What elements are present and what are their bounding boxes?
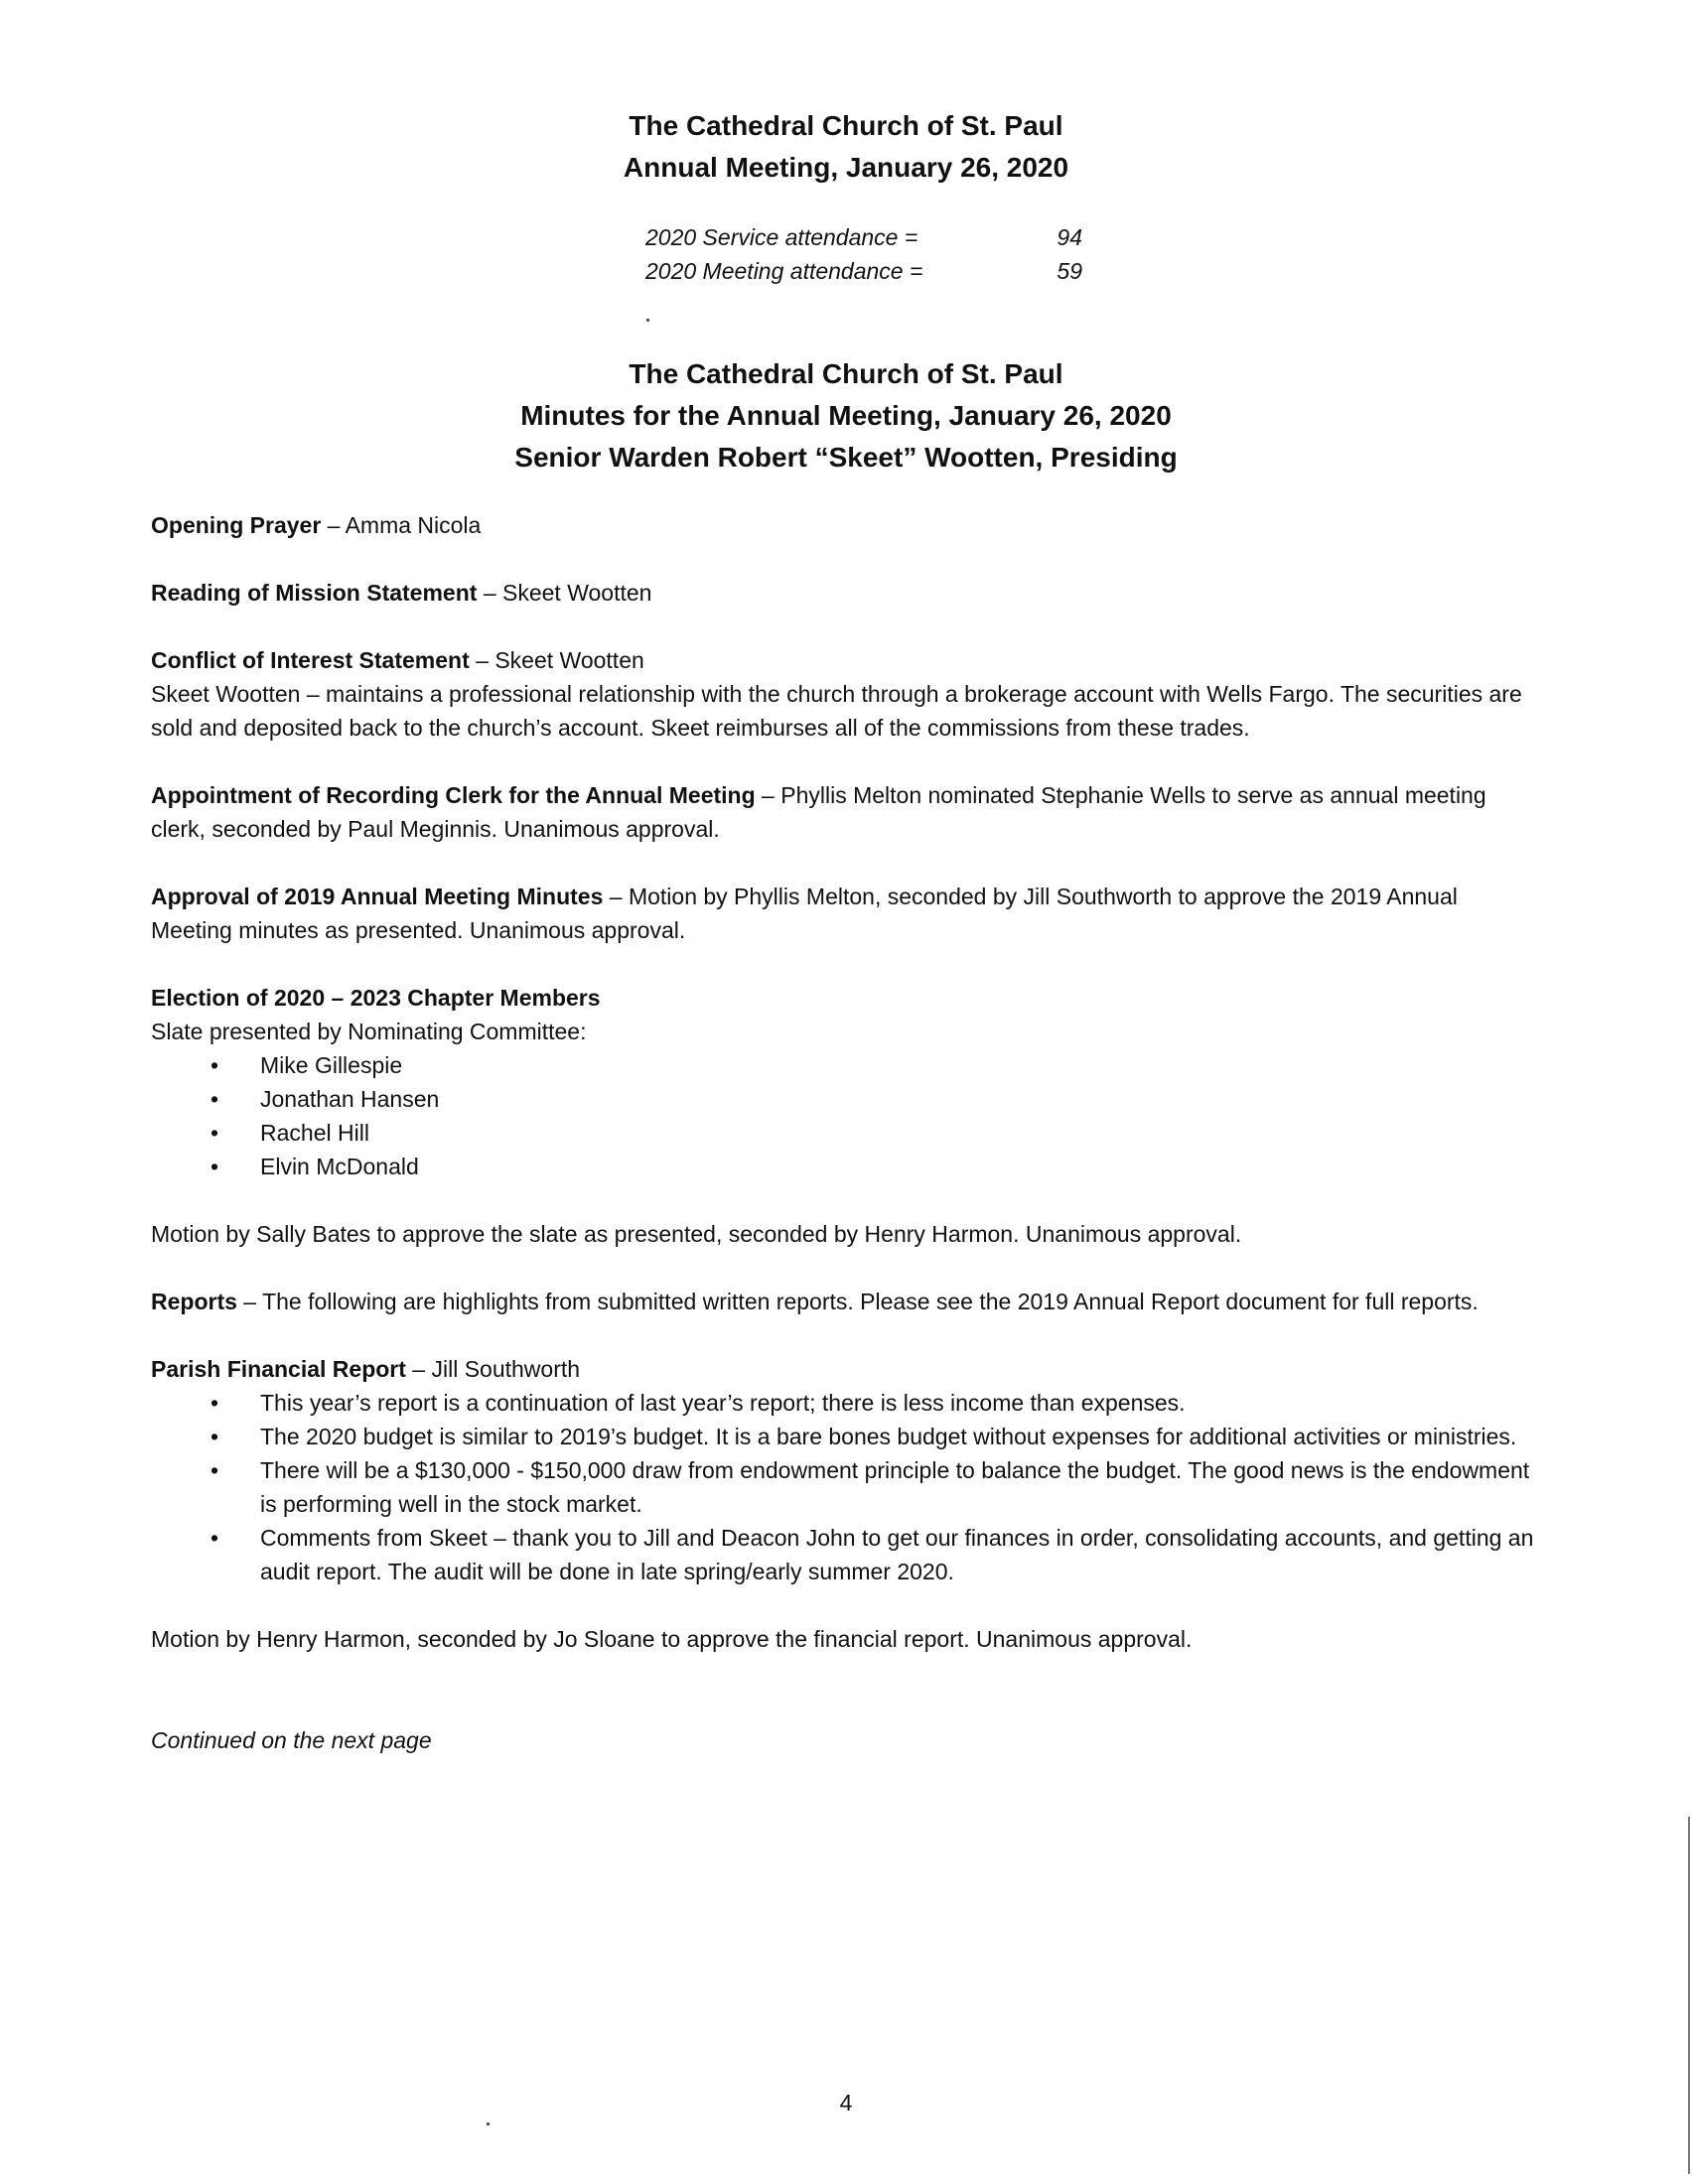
- section-heading: Reading of Mission Statement: [151, 580, 478, 606]
- minutes-title-line-1: The Cathedral Church of St. Paul: [629, 358, 1063, 389]
- header-title-line-2: Annual Meeting, January 26, 2020: [623, 152, 1069, 183]
- list-item: • Elvin McDonald: [151, 1150, 1541, 1183]
- motion-text: Motion by Henry Harmon, seconded by Jo Sloane to approve the financial report. Unanimous approval.: [151, 1626, 1193, 1652]
- opening-prayer-section: [151, 508, 1541, 542]
- section-heading: Election of 2020 – 2023 Chapter Members: [151, 985, 601, 1011]
- attendance-label: 2020 Meeting attendance =: [645, 258, 923, 284]
- minutes-title-line-2: Minutes for the Annual Meeting, January 26, 2020: [520, 400, 1172, 431]
- section-text: – The following are highlights from submitted written reports. Please see the 2019 Annual Report document for full reports.: [236, 1289, 1479, 1314]
- section-text: – Skeet Wootten: [477, 580, 652, 606]
- list-item: • The 2020 budget is similar to 2019’s budget. It is a bare bones budget without expenses for additional activities or ministries.: [151, 1420, 1541, 1453]
- attendance-row-service: [645, 220, 1082, 254]
- chapter-election-section: [151, 981, 1541, 1183]
- scan-speck: [487, 2122, 490, 2125]
- continued-note-section: [151, 1723, 1541, 1757]
- financial-motion-section: [151, 1622, 1541, 1656]
- section-heading: Reports: [151, 1289, 237, 1314]
- list-item: • Mike Gillespie: [151, 1048, 1541, 1082]
- document-header: [0, 105, 1692, 189]
- section-heading: Opening Prayer: [151, 512, 322, 538]
- page-number: 4: [839, 2090, 853, 2116]
- conflict-of-interest-section: [151, 643, 1541, 745]
- financial-report-section: [151, 1352, 1541, 1588]
- reports-section: [151, 1285, 1541, 1318]
- section-heading: Conflict of Interest Statement: [151, 647, 470, 673]
- section-text: – Phyllis Melton nominated Stephanie Wells to serve as annual meeting clerk, seconded by Paul Meginnis. Unanimous approval.: [151, 782, 1486, 842]
- attendance-label: 2020 Service attendance =: [645, 224, 918, 250]
- section-intro: Slate presented by Nominating Committee:: [151, 1019, 587, 1044]
- mission-statement-section: [151, 576, 1541, 610]
- section-body: Skeet Wootten – maintains a professional relationship with the church through a brokerage account with Wells Fargo. The securities are sold and deposited back to the church’s account. Skeet reimburses all of the commissions from these trades.: [151, 681, 1522, 741]
- section-heading: Parish Financial Report: [151, 1356, 406, 1382]
- list-item: • Rachel Hill: [151, 1116, 1541, 1150]
- attendance-row-meeting: [645, 254, 1082, 288]
- continued-note: Continued on the next page: [151, 1727, 432, 1753]
- attendance-block: [645, 220, 1082, 288]
- attendance-value: 59: [1057, 258, 1082, 284]
- scan-speck: [646, 319, 649, 322]
- financial-highlights-list: [151, 1386, 1541, 1588]
- list-item: • Comments from Skeet – thank you to Jill and Deacon John to get our finances in order, consolidating accounts, and getting an audit report. The audit will be done in late spring/early summer 2020.: [151, 1521, 1541, 1588]
- section-text: – Skeet Wootten: [469, 647, 644, 673]
- recording-clerk-section: [151, 778, 1541, 846]
- minutes-approval-section: [151, 880, 1541, 947]
- list-item: • There will be a $130,000 - $150,000 draw from endowment principle to balance the budget. The good news is the endowment is performing well in the stock market.: [151, 1453, 1541, 1521]
- list-item: • This year’s report is a continuation of last year’s report; there is less income than expenses.: [151, 1386, 1541, 1420]
- chapter-member-list: [151, 1048, 1541, 1183]
- section-text: – Motion by Phyllis Melton, seconded by Jill Southworth to approve the 2019 Annual Meeting minutes as presented. Unanimous approval.: [151, 884, 1458, 943]
- election-motion-section: [151, 1217, 1541, 1251]
- list-item: • Jonathan Hansen: [151, 1082, 1541, 1116]
- header-title-line-1: The Cathedral Church of St. Paul: [629, 110, 1063, 141]
- minutes-body: [151, 508, 1541, 1791]
- section-text: – Amma Nicola: [321, 512, 482, 538]
- attendance-value: 94: [1057, 224, 1082, 250]
- motion-text: Motion by Sally Bates to approve the slate as presented, seconded by Henry Harmon. Unanimous approval.: [151, 1221, 1242, 1247]
- section-heading: Appointment of Recording Clerk for the Annual Meeting: [151, 782, 756, 808]
- scan-edge-line: [1688, 1817, 1690, 2174]
- minutes-title-line-3: Senior Warden Robert “Skeet” Wootten, Presiding: [514, 442, 1178, 473]
- minutes-header: [0, 353, 1692, 478]
- section-heading: Approval of 2019 Annual Meeting Minutes: [151, 884, 604, 909]
- section-text: – Jill Southworth: [405, 1356, 581, 1382]
